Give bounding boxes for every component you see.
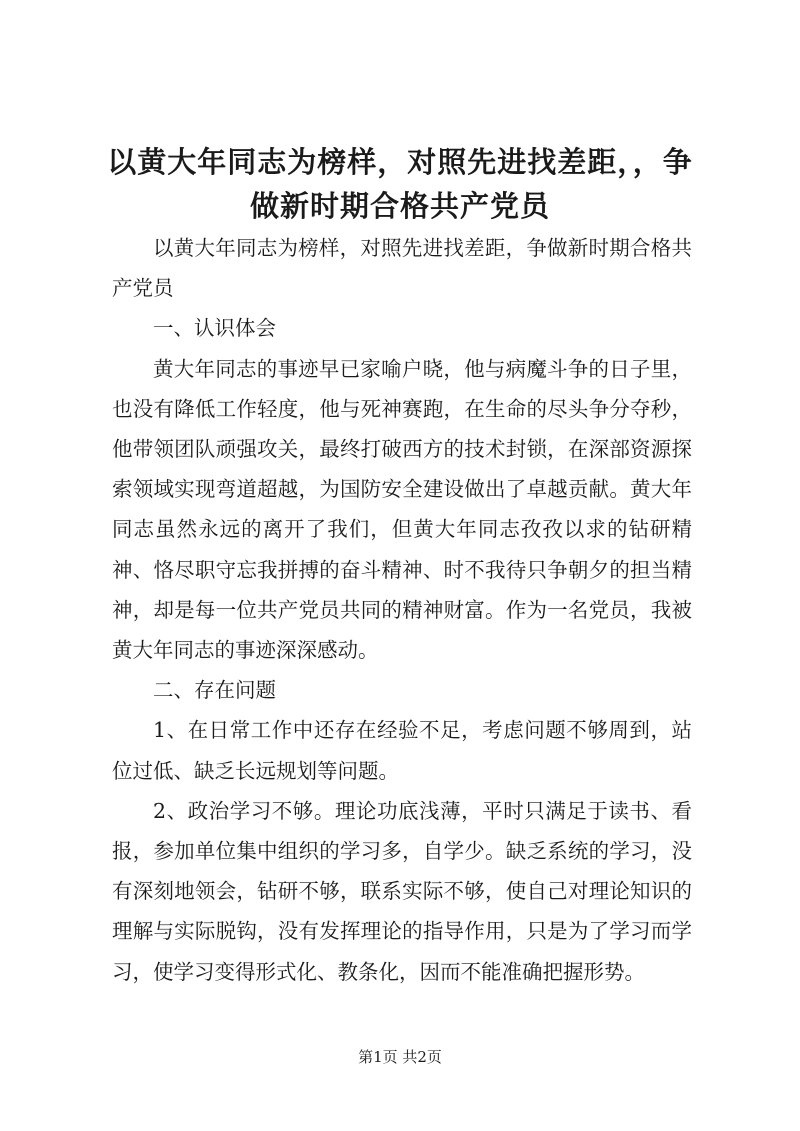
title-line-2: 做新时期合格共产党员 bbox=[249, 189, 550, 223]
body-paragraph: 1、在日常工作中还存在经验不足，考虑问题不够周到，站位过低、缺乏长远规划等问题。 bbox=[112, 718, 692, 783]
intro-paragraph: 以黄大年同志为榜样，对照先进找差距，争做新时期合格共产党员 bbox=[112, 236, 692, 301]
body-paragraph: 2、政治学习不够。理论功底浅薄，平时只满足于读书、看报，参加单位集中组织的学习多，自学少。缺乏系统的学习，没有深刻地领会，钻研不够，联系实际不够，使自己对理论知识的理解与实际脱钩，没有发挥理论的指导作用，只是为了学习而学习，使学习变得形式化、教条化，因而不能准确把握形势。 bbox=[112, 798, 692, 984]
title-line-1: 以黄大年同志为榜样，对照先进找差距，，争 bbox=[107, 145, 693, 179]
body-paragraph: 黄大年同志的事迹早已家喻户晓，他与病魔斗争的日子里，也没有降低工作轻度，他与死神赛跑，在生命的尽头争分夺秒，他带领团队顽强攻关，最终打破西方的技术封锁，在深部资源探索领域实现弯道超越，为国防安全建设做出了卓越贡献。黄大年同志虽然永远的离开了我们，但黄大年同志孜孜以求的钻研精神、恪尽职守忘我拼搏的奋斗精神、时不我待只争朝夕的担当精神，却是每一位共产党员共同的精神财富。作为一名党员，我被黄大年同志的事迹深深感动。 bbox=[112, 356, 692, 663]
section-heading-1: 一、认识体会 bbox=[153, 316, 276, 341]
document-title bbox=[100, 140, 700, 228]
document-body bbox=[112, 228, 692, 992]
page-number-footer: 第1页 共2页 bbox=[358, 1048, 442, 1066]
section-heading-2: 二、存在问题 bbox=[153, 678, 276, 703]
